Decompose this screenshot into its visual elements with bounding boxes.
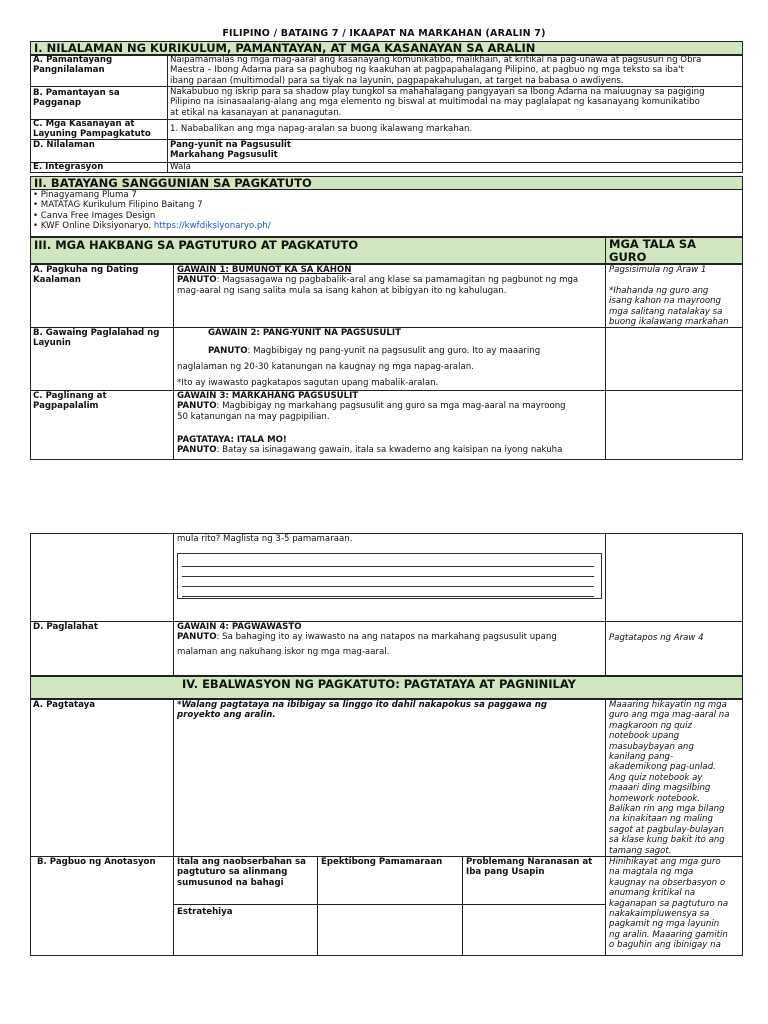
row-label-mga-kasanayan: C. Mga Kasanayan at Layuning Pampagkatuto bbox=[33, 119, 151, 140]
reference-item: • MATATAG Kurikulum Filipino Baitang 7 bbox=[33, 200, 203, 211]
row-value-pamantayan-sa-pagganap: Nakabubuo ng iskrip para sa shadow play tungkol sa mahahalagang pangyayari sa Ibong Adarna na maiuugnay sa pagiging Pilipino na isinasaalang-alang ang mga elemento ng biswal at multimodal na may paglalapat ng kasanayang komunikatibo at etikal na kasanayan at pananagutan. bbox=[170, 87, 705, 118]
row-label-pagkuha-ng-dating-kaalaman: A. Pagkuha ng Dating Kaalaman bbox=[33, 265, 139, 286]
pagtataya-value: *Walang pagtataya na ibibigay sa linggo ito dahil nakapokus sa paggawa ng proyekto ang aralin. bbox=[177, 700, 547, 721]
row-value-pamantayang-pangnilalaman: Naipamamalas ng mga mag-aaral ang kasanayang komunikatibo, malikhain, at kritikal na pag-unawa at pagsusuri ng Obra Maestra – Ibong Adarna para sa paghubog ng kaakuhan at pagpapahalagang Pilipino, at pagbuo ng mga teksto sa iba't ibang paraan (multimodal) para sa tiyak na layunin, pagpapakahulugan, at target na babasa o awdiyens. bbox=[170, 55, 702, 86]
anotasyon-col-problema: Problemang Naranasan at Iba pang Usapin bbox=[466, 857, 593, 878]
section-4-heading: IV. EBALWASYON NG PAGKATUTO: PAGTATAYA AT PAGNINILAY bbox=[182, 677, 576, 691]
pagtataya-itala-mo: PAGTATAYA: ITALA MO! PANUTO: Batay sa isinagawang gawain, itala sa kwaderno ang kaisipan na iyong nakuha bbox=[177, 435, 563, 456]
anotasyon-estratehiya: Estratehiya bbox=[177, 907, 233, 917]
section-3-heading: III. MGA HAKBANG SA PAGTUTURO AT PAGKATUTO bbox=[34, 238, 359, 252]
row-value-nilalaman: Pang-yunit na Pagsusulit Markahang Pagsusulit bbox=[170, 140, 291, 161]
row-label-pagtataya: A. Pagtataya bbox=[33, 700, 96, 710]
note-araw-1: Pagsisimula ng Araw 1 *Ihahanda ng guro ang isang kahon na mayroong mga salitang natalakay sa buong ikalawang markahan bbox=[609, 265, 729, 328]
references-list bbox=[33, 190, 271, 232]
answer-line bbox=[182, 576, 594, 577]
section-2-heading: II. BATAYANG SANGGUNIAN SA PAGKATUTO bbox=[34, 176, 312, 190]
note-araw-4: Pagtatapos ng Araw 4 bbox=[609, 633, 704, 643]
section-1-heading: I. NILALAMAN NG KURIKULUM, PAMANTAYAN, AT MGA KASANAYAN SA ARALIN bbox=[34, 41, 536, 55]
row-label-pamantayang-pangnilalaman: A. Pamantayang Pangnilalaman bbox=[33, 55, 113, 76]
row-label-pamantayan-sa-pagganap: B. Pamantayan sa Pagganap bbox=[33, 88, 120, 109]
gawain-2-panuto: PANUTO: Magbibigay ng pang-yunit na pagsusulit ang guro. Ito ay maaaring naglalaman ng 20-30 katanungan na kaugnay ng mga napag-aralan. *Ito ay iwawasto pagkatapos sagutan upang mabalik-aralan. bbox=[177, 346, 541, 388]
reference-item: • Canva Free Images Design bbox=[33, 210, 156, 221]
row-label-paglinang: C. Paglinang at Pagpapalalim bbox=[33, 391, 107, 412]
pagtataya-note: Maaaring hikayatin ng mga guro ang mga mag-aaral na magkaroon ng quiz notebook upang masubaybayan ang kanilang pang- akademikong pag-unlad. Ang quiz notebook ay maaari ding magsilbing homework notebook. Balikan rin ang mga bilang na kinakitaan ng maling sagot at pagbulay-bulayan sa klase kung bakit ito ang tamang sagot. bbox=[609, 700, 730, 856]
reference-item: • KWF Online Diksiyonaryo. https://kwfdiksiyonaryo.ph/ bbox=[33, 221, 271, 232]
row-value-mga-kasanayan: 1. Nababalikan ang mga napag-aralan sa buong ikalawang markahan. bbox=[170, 124, 473, 134]
gawain-3: GAWAIN 3: MARKAHANG PAGSUSULIT PANUTO: Magbibigay ng markahang pagsusulit ang guro sa mga mag-aaral na mayroong 50 katanungan na may pagpipilian. bbox=[177, 391, 566, 422]
gawain-2-title: GAWAIN 2: PANG-YUNIT NA PAGSUSULIT bbox=[208, 328, 401, 338]
answer-line bbox=[182, 586, 594, 587]
anotasyon-col-itala: Itala ang naobserbahan sa pagtuturo sa alinmang sumusunod na bahagi bbox=[177, 857, 306, 888]
gawain-1: GAWAIN 1: BUMUNOT KA SA KAHON PANUTO: Magsasagawa ng pagbabalik-aral ang klase sa pamamagitan ng pagbunot ng mga mag-aaral ng isang salita mula sa isang kahon at bibigyan ito ng kahulugan. bbox=[177, 265, 579, 296]
row-label-integrasyon: E. Integrasyon bbox=[33, 162, 104, 172]
answer-line bbox=[182, 566, 594, 567]
reference-item: • Pinagyamang Pluma 7 bbox=[33, 190, 137, 200]
continued-instruction: mula rito? Maglista ng 3-5 pamamaraan. bbox=[177, 534, 353, 544]
notes-heading: MGA TALA SA GURO bbox=[609, 237, 697, 264]
row-label-pagbuo-ng-anotasyon: B. Pagbuo ng Anotasyon bbox=[37, 857, 156, 867]
row-label-paglalahat: D. Paglalahat bbox=[33, 622, 98, 632]
page-title: FILIPINO / BATAING 7 / IKAAPAT NA MARKAHAN (ARALIN 7) bbox=[222, 28, 546, 39]
row-value-integrasyon: Wala bbox=[170, 162, 191, 172]
gawain-4: GAWAIN 4: PAGWAWASTO PANUTO: Sa bahaging ito ay iwawasto na ang natapos na markahang pagsusulit upang malaman ang nakuhang iskor ng mga mag-aaral. bbox=[177, 622, 557, 657]
answer-line bbox=[182, 596, 594, 597]
row-label-gawaing-paglalahad: B. Gawaing Paglalahad ng Layunin bbox=[33, 328, 160, 349]
kwf-link[interactable]: https://kwfdiksiyonaryo.ph/ bbox=[153, 221, 271, 232]
row-label-nilalaman: D. Nilalaman bbox=[33, 140, 95, 150]
anotasyon-note: Hinihikayat ang mga guro na magtala ng mga kaugnay na obserbasyon o anumang kritikal na kaganapan sa pagtuturo na nakakaimpluwensya sa pagkamit ng mga layunin ng aralin. Maaaring gamitin o baguhin ang ibinigay na bbox=[609, 857, 729, 951]
anotasyon-col-epektibo: Epektibong Pamamaraan bbox=[321, 857, 443, 867]
